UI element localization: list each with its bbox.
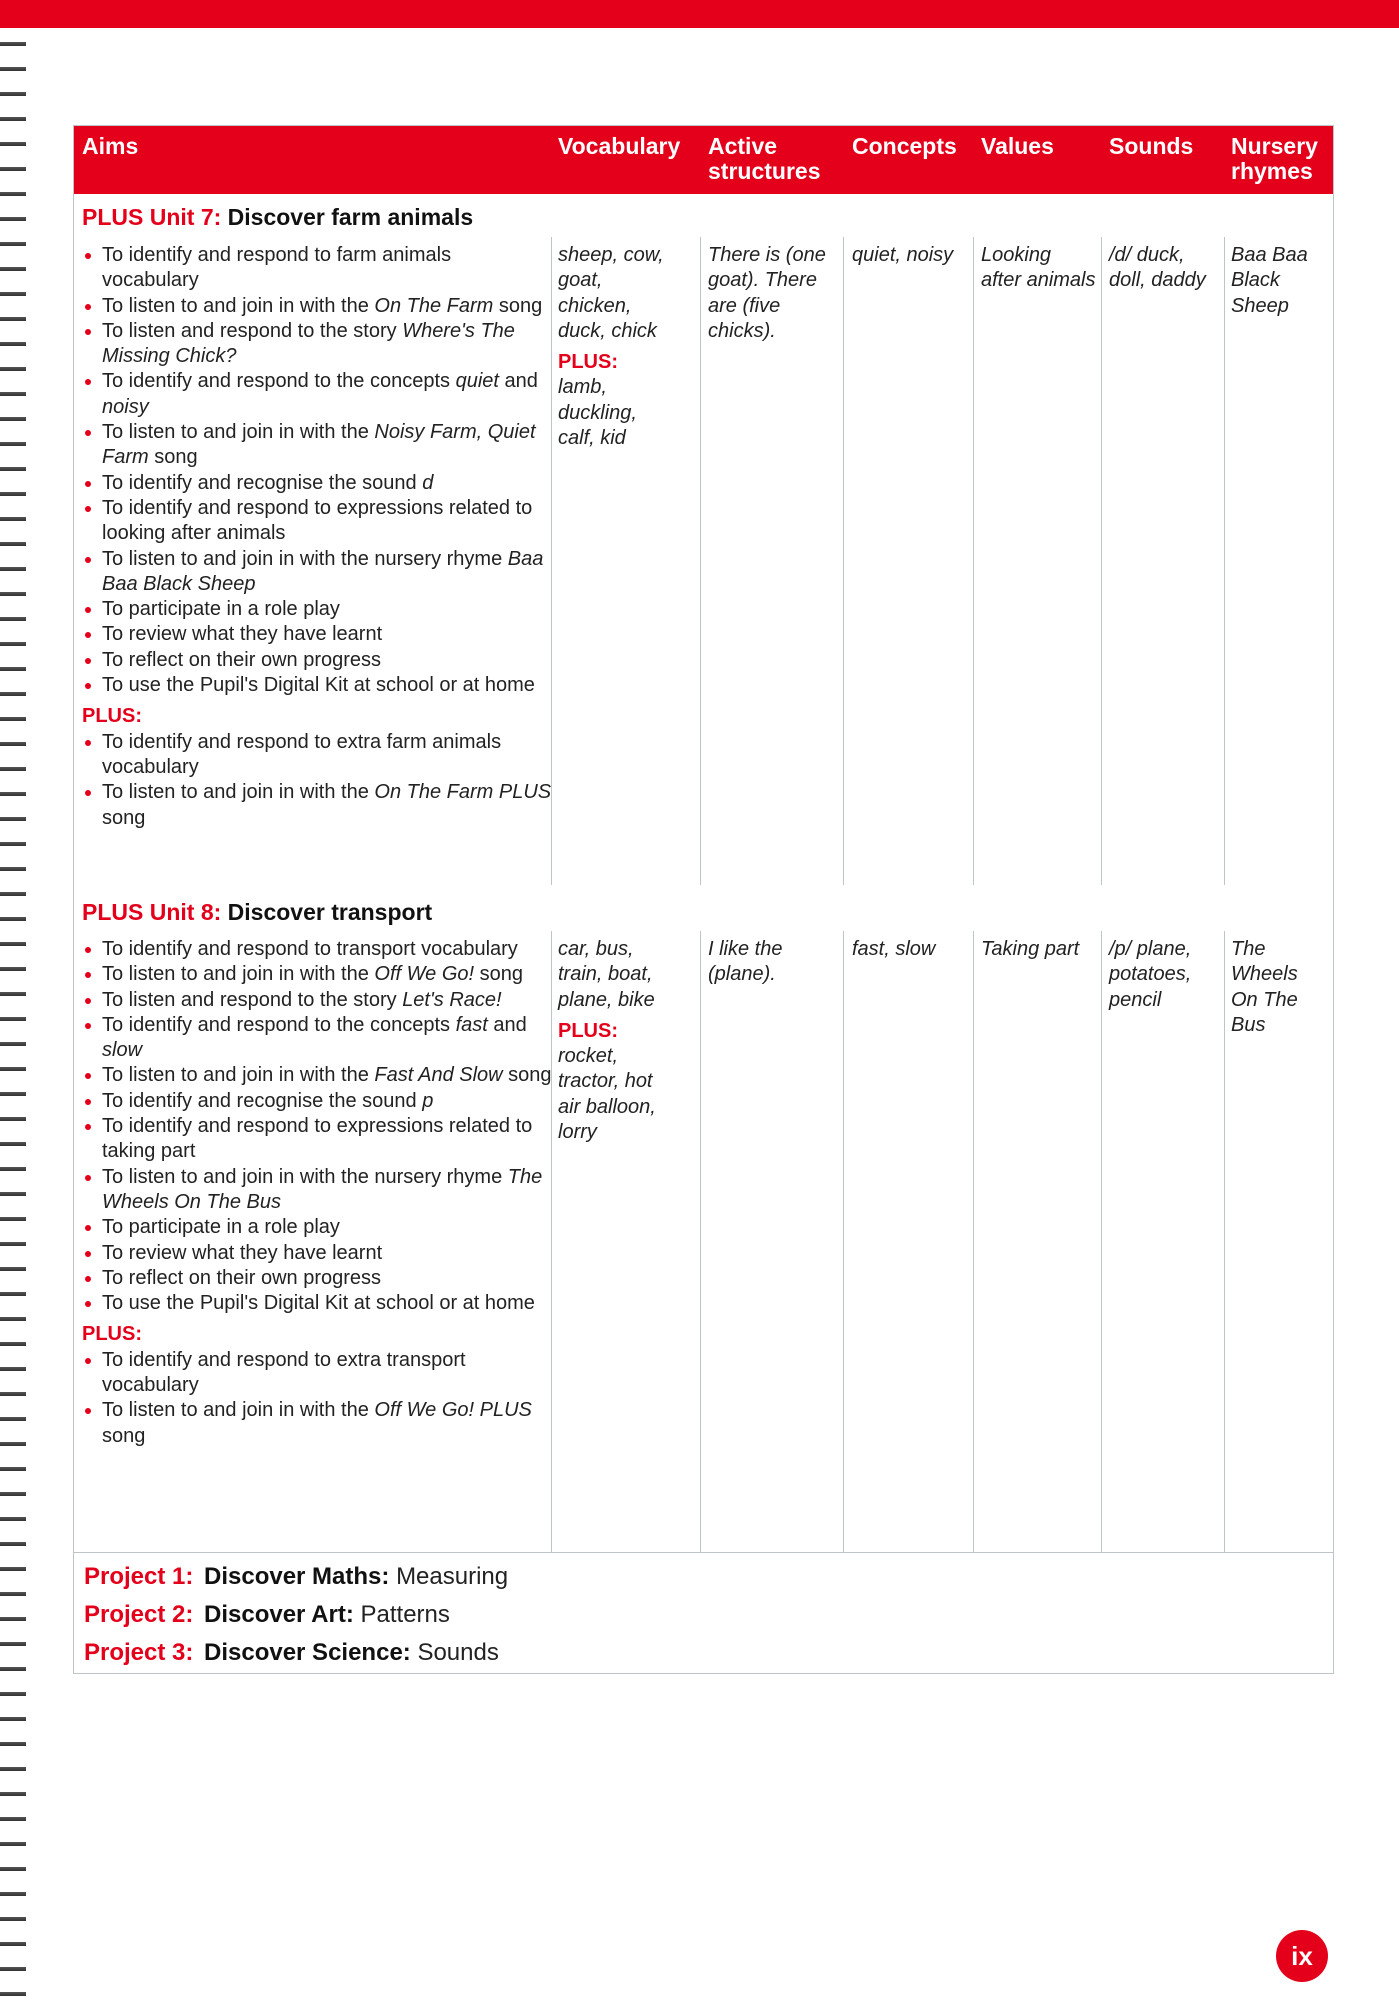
unit-prefix: PLUS Unit 7: — [82, 204, 222, 230]
aim-text: song — [102, 806, 146, 829]
aim-item — [82, 1089, 552, 1114]
aim-item — [82, 937, 552, 962]
aims-cell — [82, 243, 552, 831]
aim-item — [82, 369, 552, 420]
aim-text: To identify and recognise the sound — [102, 1089, 423, 1112]
unit-title: Discover farm animals — [227, 204, 474, 230]
header-vocabulary: Vocabulary — [558, 133, 681, 159]
aim-text: song — [502, 1064, 552, 1087]
unit-heading — [82, 204, 473, 231]
aim-text: To listen to and join in with the nursery rhyme — [102, 547, 508, 570]
aim-item — [82, 1348, 552, 1399]
plus-label: PLUS: — [558, 351, 618, 374]
plus-label: PLUS: — [82, 1323, 142, 1346]
aim-item — [82, 988, 552, 1013]
aims-cell — [82, 937, 552, 1449]
top-red-bar — [0, 0, 1399, 28]
page-number-badge: ix — [1276, 1930, 1328, 1982]
aim-item — [82, 1013, 552, 1064]
project-topic: Measuring — [396, 1563, 509, 1590]
aim-text: and — [498, 370, 538, 393]
concepts-cell — [852, 937, 972, 962]
aims-list — [82, 937, 552, 1316]
project-subject: Discover Art: — [204, 1601, 354, 1628]
aim-item — [82, 1063, 552, 1088]
concepts-text: quiet, noisy — [852, 244, 954, 266]
concepts-cell — [852, 243, 972, 268]
aim-item — [82, 1398, 552, 1449]
unit-heading — [82, 899, 432, 926]
aim-item — [82, 496, 552, 547]
aim-text: On The Farm PLUS — [374, 781, 552, 804]
rhymes-cell — [1231, 937, 1326, 1038]
aim-text: To listen to and join in with the — [102, 294, 375, 317]
aim-item — [82, 471, 552, 496]
vocabulary-plus-text: lamb, duckling, calf, kid — [558, 376, 637, 450]
header-rhymes: Nursery rhymes — [1231, 133, 1318, 184]
rhymes-cell — [1231, 243, 1326, 319]
aim-text: The Wheels On The Bus — [102, 1165, 543, 1213]
vocabulary-text: sheep, cow, goat, chicken, duck, chick — [558, 244, 664, 342]
aim-item — [82, 547, 552, 598]
structures-text: I like the (plane). — [708, 938, 783, 986]
aim-text: noisy — [102, 395, 149, 418]
project-line — [84, 1601, 450, 1629]
unit-title: Discover transport — [227, 899, 433, 925]
aim-text: To identify and respond to extra farm animals vocabulary — [102, 730, 502, 778]
aim-text: To listen and respond to the story — [102, 319, 403, 342]
aim-text: d — [422, 471, 434, 494]
table-header — [74, 126, 1333, 194]
aims-list — [82, 1348, 552, 1449]
aim-text: song — [148, 446, 198, 469]
aim-text: To use the Pupil's Digital Kit at school or at home — [102, 1292, 535, 1315]
aim-item — [82, 294, 552, 319]
header-aims: Aims — [82, 133, 139, 159]
values-cell — [981, 243, 1096, 294]
spiral-binding — [0, 28, 26, 2000]
plus-label: PLUS: — [82, 705, 142, 728]
project-line — [84, 1639, 499, 1667]
aim-item — [82, 962, 552, 987]
aim-text: To listen to and join in with the — [102, 1064, 375, 1087]
sounds-cell — [1109, 243, 1219, 294]
divider — [74, 1552, 1333, 1553]
header-concepts: Concepts — [852, 133, 957, 159]
aim-text: song — [474, 963, 523, 986]
aim-item — [82, 1266, 552, 1291]
aim-item — [82, 1215, 552, 1240]
header-sounds: Sounds — [1109, 133, 1194, 159]
aim-text: fast — [455, 1013, 488, 1036]
aim-text: To participate in a role play — [102, 1216, 340, 1239]
structures-text: There is (one goat). There are (five chicks). — [708, 244, 826, 342]
aim-text: To listen to and join in with the — [102, 421, 375, 444]
aim-item — [82, 780, 552, 831]
aim-text: Off We Go! PLUS — [374, 1399, 532, 1422]
aim-text: Let's Race! — [402, 988, 502, 1011]
project-label: Project 2: — [84, 1601, 194, 1628]
aim-item — [82, 597, 552, 622]
curriculum-table — [73, 125, 1334, 1674]
aim-item — [82, 648, 552, 673]
aims-list — [82, 730, 552, 831]
aim-text: quiet — [455, 370, 499, 393]
vocabulary-cell — [558, 937, 668, 1145]
project-topic: Patterns — [360, 1601, 450, 1628]
column-divider — [1224, 237, 1225, 885]
aim-item — [82, 1291, 552, 1316]
vocabulary-plus-text: rocket, tractor, hot air balloon, lorry — [558, 1045, 656, 1144]
aim-text: To listen to and join in with the — [102, 781, 375, 804]
header-values: Values — [981, 133, 1054, 159]
aim-text: To review what they have learnt — [102, 1241, 383, 1264]
aim-item — [82, 319, 552, 370]
aim-text: Off We Go! — [374, 963, 475, 986]
aim-item — [82, 420, 552, 471]
aim-text: To listen to and join in with the nursery rhyme — [102, 1165, 508, 1188]
column-divider — [700, 237, 701, 885]
unit-prefix: PLUS Unit 8: — [82, 899, 222, 925]
values-text: Looking after animals — [981, 244, 1096, 292]
aim-text: To listen to and join in with the — [102, 963, 375, 986]
aim-text: To identify and recognise the sound — [102, 471, 423, 494]
aim-text: To listen to and join in with the — [102, 1399, 375, 1422]
aim-text: To review what they have learnt — [102, 623, 383, 646]
aim-text: To identify and respond to the concepts — [102, 1013, 456, 1036]
rhymes-text: Baa Baa Black Sheep — [1231, 244, 1308, 317]
aim-item — [82, 730, 552, 781]
aim-text: p — [422, 1089, 434, 1112]
aim-item — [82, 243, 552, 294]
column-divider — [973, 237, 974, 885]
structures-cell — [708, 243, 838, 344]
sounds-text: /p/ plane, potatoes, pencil — [1109, 938, 1192, 1011]
aims-list — [82, 243, 552, 698]
concepts-text: fast, slow — [852, 938, 936, 960]
aim-text: To identify and respond to the concepts — [102, 370, 456, 393]
header-structures: Active structures — [708, 133, 821, 184]
aim-text: Baa Baa Black Sheep — [102, 547, 544, 595]
project-topic: Sounds — [417, 1639, 499, 1666]
aim-text: To listen and respond to the story — [102, 988, 403, 1011]
aim-text: To identify and respond to expressions related to looking after animals — [102, 496, 533, 545]
aim-text: slow — [102, 1039, 143, 1062]
sounds-text: /d/ duck, doll, daddy — [1109, 244, 1206, 292]
column-divider — [1101, 237, 1102, 885]
aim-text: To use the Pupil's Digital Kit at school or at home — [102, 674, 535, 697]
aim-item — [82, 673, 552, 698]
rhymes-text: The Wheels On The Bus — [1231, 938, 1298, 1036]
aim-item — [82, 1165, 552, 1216]
structures-cell — [708, 937, 838, 988]
aim-text: On The Farm — [374, 294, 494, 317]
sounds-cell — [1109, 937, 1219, 1013]
aim-text: To identify and respond to expressions related to taking part — [102, 1115, 533, 1163]
aim-text: To identify and respond to farm animals vocabulary — [102, 244, 452, 292]
column-divider — [973, 931, 974, 1552]
aim-text: Fast And Slow — [374, 1064, 503, 1087]
aim-item — [82, 1114, 552, 1165]
values-text: Taking part — [981, 938, 1080, 960]
values-cell — [981, 937, 1096, 962]
column-divider — [700, 931, 701, 1552]
aim-text: song — [102, 1424, 146, 1447]
project-label: Project 1: — [84, 1563, 194, 1590]
aim-text: To participate in a role play — [102, 598, 340, 621]
aim-text: Noisy Farm, Quiet Farm — [102, 421, 536, 469]
aim-text: To identify and respond to transport vocabulary — [102, 938, 518, 960]
column-divider — [843, 931, 844, 1552]
plus-label: PLUS: — [558, 1019, 618, 1042]
aim-item — [82, 622, 552, 647]
project-subject: Discover Science: — [204, 1639, 411, 1666]
aim-text: and — [487, 1013, 527, 1036]
vocabulary-text: car, bus, train, boat, plane, bike — [558, 938, 655, 1011]
aim-text: To reflect on their own progress — [102, 1266, 382, 1289]
column-divider — [1101, 931, 1102, 1552]
project-line — [84, 1563, 508, 1591]
column-divider — [1224, 931, 1225, 1552]
project-subject: Discover Maths: — [204, 1563, 390, 1590]
aim-text: song — [493, 294, 543, 317]
project-label: Project 3: — [84, 1639, 194, 1666]
vocabulary-cell — [558, 243, 668, 451]
column-divider — [843, 237, 844, 885]
aim-text: Where's The Missing Chick? — [102, 319, 515, 368]
aim-item — [82, 1241, 552, 1266]
aim-text: To identify and respond to extra transport vocabulary — [102, 1348, 466, 1397]
aim-text: To reflect on their own progress — [102, 648, 382, 671]
